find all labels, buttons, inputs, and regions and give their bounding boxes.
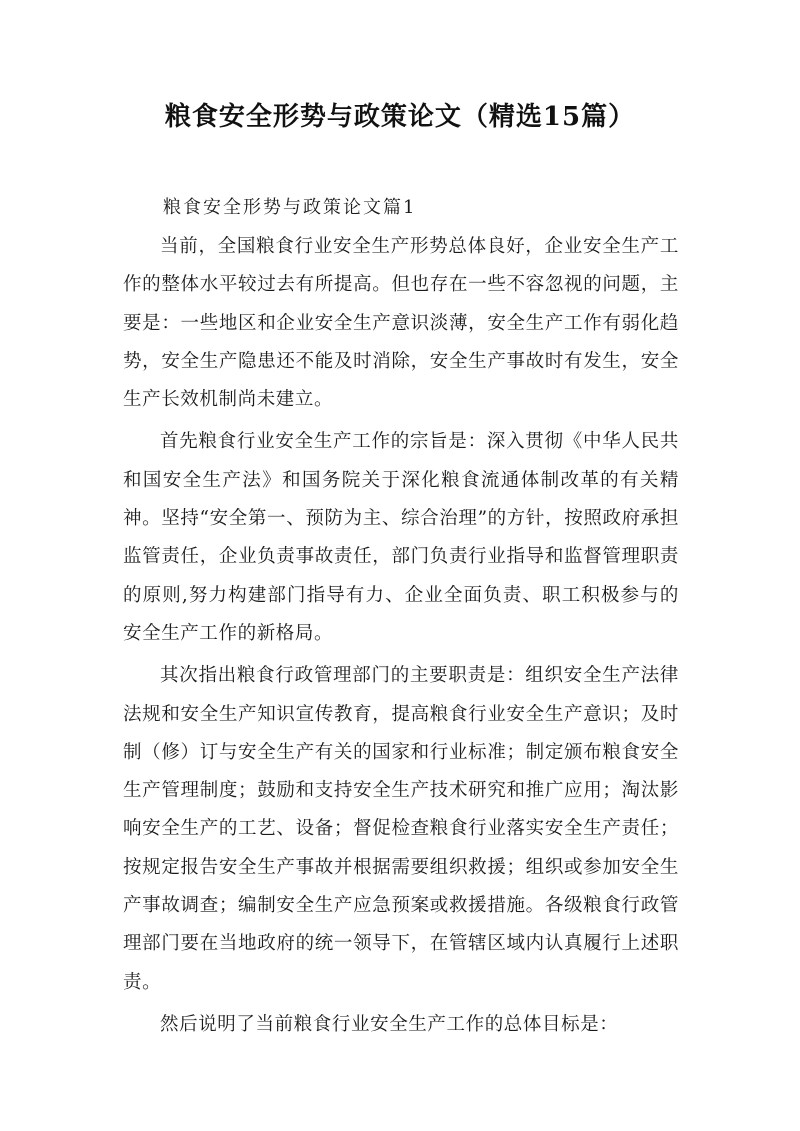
body-text: [123, 228, 679, 1048]
section-heading: 粮食安全形势与政策论文篇1: [163, 197, 417, 218]
paragraph-1: 当前，全国粮食行业安全生产形势总体良好，企业安全生产工作的整体水平较过去有所提高。但也存在一些不容忽视的问题，主要是：一些地区和企业安全生产意识淡薄，安全生产工作有弱化趋势，安全生产隐患还不能及时消除，安全生产事故时有发生，安全生产长效机制尚未建立。: [123, 236, 679, 411]
paragraph-2: 首先粮食行业安全生产工作的宗旨是：深入贯彻《中华人民共和国安全生产法》和国务院关于深化粮食流通体制改革的有关精神。坚持“安全第一、预防为主、综合治理”的方针，按照政府承担监管责任，企业负责事故责任，部门负责行业指导和监督管理职责的原则,努力构建部门指导有力、企业全面负责、职工积极参与的安全生产工作的新格局。: [123, 431, 679, 644]
paragraph-4: 然后说明了当前粮食行业安全生产工作的总体目标是：: [160, 1013, 619, 1035]
paragraph-3: 其次指出粮食行政管理部门的主要职责是：组织安全生产法律法规和安全生产知识宣传教育，提高粮食行业安全生产意识；及时制（修）订与安全生产有关的国家和行业标准；制定颁布粮食安全生产管理制度；鼓励和支持安全生产技术研究和推广应用；淘汰影响安全生产的工艺、设备；督促检查粮食行业落实安全生产责任；按规定报告安全生产事故并根据需要组织救援；组织或参加安全生产事故调查；编制安全生产应急预案或救援措施。各级粮食行政管理部门要在当地政府的统一领导下，在管辖区域内认真履行上述职责。: [123, 665, 679, 993]
document-title: 粮食安全形势与政策论文（精选15篇）: [164, 102, 636, 132]
